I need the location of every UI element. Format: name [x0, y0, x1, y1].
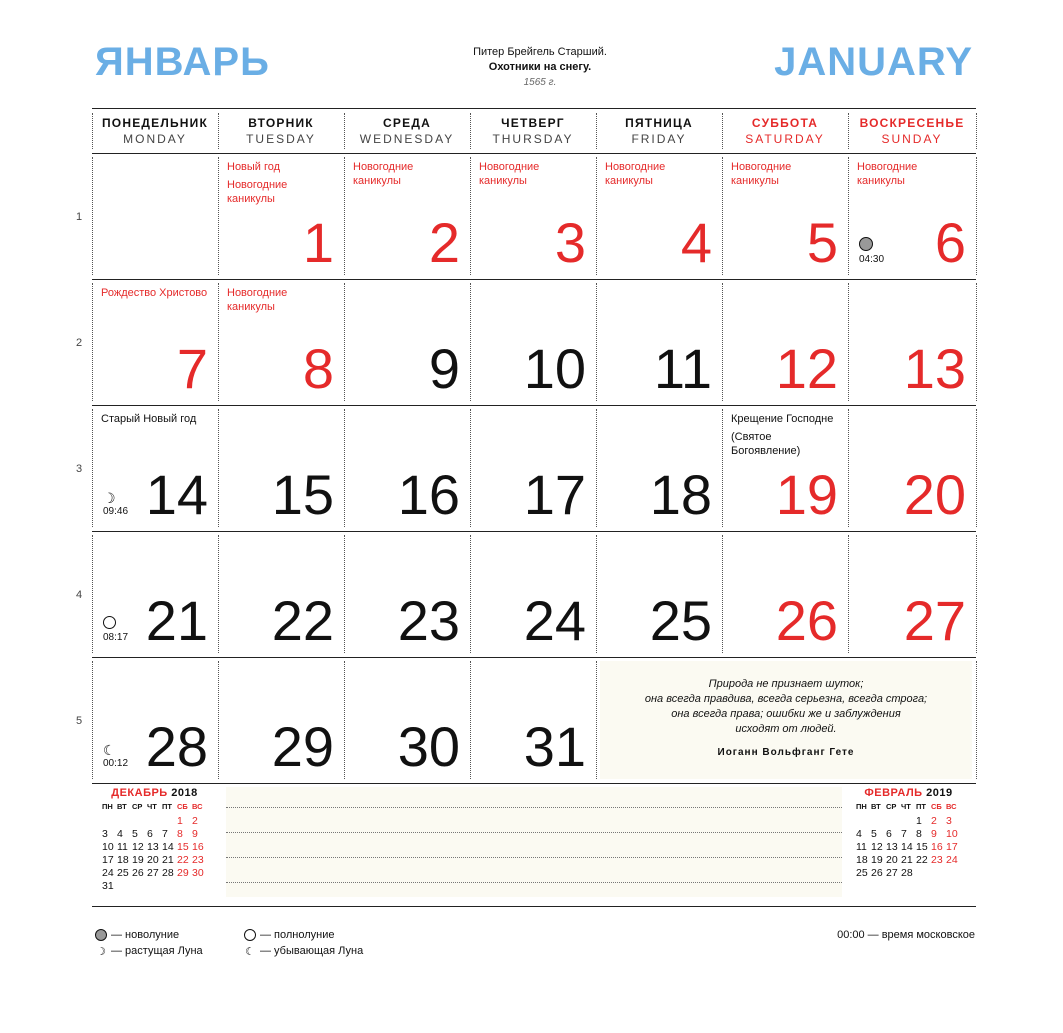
day-cell-23[interactable]	[344, 531, 470, 657]
day-cell-1[interactable]	[218, 153, 344, 279]
edge-divider	[976, 535, 977, 653]
day-header-6	[848, 109, 976, 153]
day-number: 12	[775, 337, 838, 400]
day-number: 22	[271, 589, 334, 652]
mini-day: 8	[916, 827, 922, 840]
painting-author: Питер Брейгель Старший.	[473, 46, 607, 58]
mini-day: 23	[192, 853, 204, 866]
day-cell-31[interactable]	[470, 657, 596, 783]
mini-weekday: ПТ	[916, 802, 926, 811]
day-number: 28	[145, 715, 208, 778]
day-number: 7	[176, 337, 208, 400]
holiday-note: (Святое Богоявление)	[731, 431, 801, 457]
day-notes	[101, 412, 211, 430]
waxing-moon-icon: ☽	[103, 490, 116, 506]
mini-day	[117, 879, 132, 892]
day-notes	[479, 160, 589, 192]
holiday-note: Новогодние каникулы	[605, 161, 666, 187]
day-name-ru: ПОНЕДЕЛЬНИК	[101, 116, 209, 130]
holiday-note: Новогодние каникулы	[857, 161, 918, 187]
day-number: 19	[775, 463, 838, 526]
notes-area[interactable]	[226, 787, 842, 897]
new-moon-icon	[95, 929, 107, 941]
day-number: 6	[934, 211, 966, 274]
mini-day: 20	[147, 853, 159, 866]
edge-divider	[976, 283, 977, 401]
day-cell-3[interactable]	[470, 153, 596, 279]
day-number: 17	[523, 463, 586, 526]
moon-time: 08:17	[103, 632, 129, 643]
mini-weekday: ВС	[946, 802, 957, 811]
day-number: 27	[903, 589, 966, 652]
day-name-en: THURSDAY	[492, 132, 574, 146]
quote-author: Иоганн Вольфганг Гете	[717, 747, 855, 758]
day-name-ru: СРЕДА	[383, 116, 431, 130]
mini-day: 16	[192, 840, 204, 853]
day-notes	[731, 412, 841, 462]
mini-day: 11	[856, 840, 867, 853]
day-cell-9[interactable]	[344, 279, 470, 405]
holiday-note: Новогодние каникулы	[731, 161, 792, 187]
day-cell-12[interactable]	[722, 279, 848, 405]
day-cell-16[interactable]	[344, 405, 470, 531]
mini-day	[102, 814, 117, 827]
waxing-moon-icon: ☽	[96, 945, 106, 958]
mini-day: 19	[871, 853, 883, 866]
mini-day: 11	[117, 840, 128, 853]
holiday-note: Новогодние каникулы	[227, 179, 288, 205]
mini-day: 25	[856, 866, 868, 879]
holiday-note: Новогодние каникулы	[479, 161, 540, 187]
mini-day: 30	[192, 866, 204, 879]
day-number: 9	[428, 337, 460, 400]
week-number: 3	[76, 463, 83, 475]
day-number: 3	[554, 211, 586, 274]
day-name-en: WEDNESDAY	[359, 132, 455, 146]
mini-day: 2	[192, 814, 198, 827]
edge-divider	[92, 113, 93, 149]
painting-caption	[420, 45, 660, 90]
moon-phase	[103, 616, 128, 643]
mini-day	[177, 879, 192, 892]
new-moon-icon	[859, 237, 873, 251]
row-divider	[92, 783, 976, 784]
notes-line	[226, 832, 842, 833]
legend-middle	[243, 927, 363, 959]
edge-divider	[976, 409, 977, 527]
mini-day: 27	[147, 866, 159, 879]
day-number: 1	[302, 211, 334, 274]
day-notes	[353, 160, 463, 192]
day-name-ru: ВОСКРЕСЕНЬЕ	[859, 116, 965, 130]
day-notes	[731, 160, 841, 192]
mini-day: 18	[856, 853, 868, 866]
edge-divider	[92, 157, 93, 275]
mini-day: 1	[916, 814, 922, 827]
week-number: 1	[76, 211, 83, 223]
legend-left	[94, 927, 203, 959]
day-number: 18	[649, 463, 712, 526]
mini-weekday: ВТ	[117, 802, 127, 811]
mini-day: 12	[132, 840, 144, 853]
quote-line: Природа не признает шуток;	[708, 678, 864, 690]
day-name-en: SATURDAY	[745, 132, 825, 146]
mini-weekday: СР	[132, 802, 143, 811]
waning-moon-icon: ☾	[245, 945, 255, 958]
day-header-0	[92, 109, 218, 153]
day-cell-17[interactable]	[470, 405, 596, 531]
day-name-ru: ВТОРНИК	[248, 116, 314, 130]
day-number: 13	[903, 337, 966, 400]
day-number: 2	[428, 211, 460, 274]
mini-day: 19	[132, 853, 144, 866]
column-divider	[596, 113, 597, 149]
mini-weekday: ПН	[856, 802, 867, 811]
mini-day: 26	[871, 866, 883, 879]
column-divider	[344, 113, 345, 149]
day-header-5	[722, 109, 848, 153]
day-notes	[101, 286, 211, 304]
mini-day	[162, 814, 177, 827]
legend-time	[837, 927, 975, 943]
mini-calendar-title	[856, 787, 961, 799]
mini-day	[886, 814, 901, 827]
mini-day: 10	[946, 827, 958, 840]
day-cell-8[interactable]	[218, 279, 344, 405]
mini-day: 2	[931, 814, 937, 827]
mini-day: 17	[946, 840, 958, 853]
moon-phase	[103, 742, 128, 769]
day-number: 24	[523, 589, 586, 652]
day-cell-21[interactable]	[92, 531, 218, 657]
mini-day: 24	[946, 853, 958, 866]
mini-day: 10	[102, 840, 114, 853]
moon-phase	[103, 490, 128, 517]
day-number: 20	[903, 463, 966, 526]
moon-time: 04:30	[859, 254, 885, 265]
mini-day: 6	[147, 827, 153, 840]
quote-block	[600, 661, 972, 779]
mini-weekday: СБ	[931, 802, 942, 811]
mini-weekday: СБ	[177, 802, 188, 811]
mini-weekday: ЧТ	[901, 802, 911, 811]
edge-divider	[976, 157, 977, 275]
day-cell-10[interactable]	[470, 279, 596, 405]
mini-day: 9	[192, 827, 198, 840]
mini-weekday: СР	[886, 802, 897, 811]
mini-day	[132, 879, 147, 892]
mini-day: 22	[916, 853, 928, 866]
day-header-1	[218, 109, 344, 153]
day-notes	[605, 160, 715, 192]
notes-line	[226, 857, 842, 858]
mini-weekday: ВС	[192, 802, 203, 811]
painting-year: 1565 г.	[523, 77, 557, 88]
mini-day: 1	[177, 814, 183, 827]
mini-day: 17	[102, 853, 114, 866]
mini-day: 28	[162, 866, 174, 879]
day-number: 26	[775, 589, 838, 652]
day-cell-13[interactable]	[848, 279, 976, 405]
mini-day: 4	[856, 827, 862, 840]
column-divider	[470, 113, 471, 149]
legend-full-moon: — полнолуние	[260, 929, 335, 941]
legend-waxing: — растущая Луна	[111, 945, 203, 957]
day-notes	[227, 286, 337, 318]
day-cell-4[interactable]	[596, 153, 722, 279]
full-moon-icon	[244, 929, 256, 941]
day-number: 15	[271, 463, 334, 526]
day-number: 21	[145, 589, 208, 652]
day-cell-28[interactable]	[92, 657, 218, 783]
notes-line	[226, 807, 842, 808]
mini-day	[856, 814, 871, 827]
mini-day: 3	[946, 814, 952, 827]
mini-day: 3	[102, 827, 108, 840]
mini-month-name: ДЕКАБРЬ	[111, 787, 168, 799]
day-number: 30	[397, 715, 460, 778]
holiday-note: Рождество Христово	[101, 287, 208, 299]
day-number: 10	[523, 337, 586, 400]
mini-day	[901, 814, 916, 827]
column-divider	[848, 113, 849, 149]
week-number: 2	[76, 337, 83, 349]
day-name-en: TUESDAY	[246, 132, 316, 146]
month-title-en: JANUARY	[774, 40, 973, 84]
mini-day	[916, 866, 931, 879]
mini-day	[132, 814, 147, 827]
holiday-note: Крещение Господне	[731, 413, 834, 425]
day-number: 4	[680, 211, 712, 274]
day-name-ru: СУББОТА	[751, 116, 819, 130]
day-cell-26[interactable]	[722, 531, 848, 657]
mini-month-name: ФЕВРАЛЬ	[864, 787, 923, 799]
mini-day	[871, 814, 886, 827]
legend-new-moon: — новолуние	[111, 929, 180, 941]
day-cell-15[interactable]	[218, 405, 344, 531]
mini-day	[931, 866, 946, 879]
week-number: 5	[76, 715, 83, 727]
mini-day: 20	[886, 853, 898, 866]
mini-weekday: ЧТ	[147, 802, 157, 811]
day-number: 11	[653, 337, 712, 400]
holiday-note: Новогодние каникулы	[227, 287, 288, 313]
mini-day: 26	[132, 866, 144, 879]
mini-day: 16	[931, 840, 943, 853]
column-divider	[596, 661, 597, 779]
mini-day: 18	[117, 853, 129, 866]
moon-phase	[859, 237, 884, 265]
month-title-ru: ЯНВАРЬ	[95, 40, 270, 84]
day-name-en: FRIDAY	[631, 132, 687, 146]
legend-waning: — убывающая Луна	[260, 945, 364, 957]
mini-day: 5	[871, 827, 877, 840]
mini-day: 15	[916, 840, 928, 853]
mini-weekday: ВТ	[871, 802, 881, 811]
holiday-note: Новый год	[227, 161, 281, 173]
day-name-ru: ПЯТНИЦА	[625, 116, 693, 130]
mini-day: 9	[931, 827, 937, 840]
day-number: 16	[397, 463, 460, 526]
mini-year: 2019	[926, 787, 953, 799]
mini-day: 25	[117, 866, 129, 879]
full-moon-icon	[103, 616, 116, 629]
mini-day: 7	[162, 827, 168, 840]
mini-day: 22	[177, 853, 189, 866]
mini-day: 31	[102, 879, 114, 892]
quote-content	[600, 661, 972, 760]
day-name-en: MONDAY	[123, 132, 187, 146]
day-header-2	[344, 109, 470, 153]
notes-line	[226, 882, 842, 883]
mini-day	[147, 814, 162, 827]
mini-day: 7	[901, 827, 907, 840]
mini-day	[147, 879, 162, 892]
day-number: 25	[649, 589, 712, 652]
day-number: 31	[523, 715, 586, 778]
mini-day	[117, 814, 132, 827]
day-cell-25[interactable]	[596, 531, 722, 657]
day-cell-14[interactable]	[92, 405, 218, 531]
mini-day: 5	[132, 827, 138, 840]
holiday-note: Старый Новый год	[101, 413, 197, 425]
mini-day: 21	[901, 853, 913, 866]
mini-weekday: ПН	[102, 802, 113, 811]
day-cell-20[interactable]	[848, 405, 976, 531]
waning-moon-icon: ☾	[103, 742, 116, 758]
day-cell-29[interactable]	[218, 657, 344, 783]
day-number: 29	[271, 715, 334, 778]
mini-day: 4	[117, 827, 123, 840]
day-name-en: SUNDAY	[881, 132, 943, 146]
week-number: 4	[76, 589, 83, 601]
mini-calendar-title	[102, 787, 207, 799]
edge-divider	[976, 113, 977, 149]
mini-day: 15	[177, 840, 189, 853]
day-header-4	[596, 109, 722, 153]
legend-time-note: 00:00 — время московское	[837, 929, 975, 941]
day-name-ru: ЧЕТВЕРГ	[501, 116, 565, 130]
mini-day: 14	[901, 840, 913, 853]
mini-day: 12	[871, 840, 883, 853]
day-cell-19[interactable]	[722, 405, 848, 531]
quote-line: она всегда правдива, всегда серьезна, всегда строга;	[644, 693, 928, 705]
mini-day: 24	[102, 866, 114, 879]
mini-day: 27	[886, 866, 898, 879]
column-divider	[722, 113, 723, 149]
day-number: 8	[302, 337, 334, 400]
day-cell-24[interactable]	[470, 531, 596, 657]
mini-calendar-december	[102, 787, 207, 892]
holiday-note: Новогодние каникулы	[353, 161, 414, 187]
day-number: 5	[806, 211, 838, 274]
day-cell-7[interactable]	[92, 279, 218, 405]
mini-day: 13	[147, 840, 159, 853]
day-cell-22[interactable]	[218, 531, 344, 657]
mini-day: 8	[177, 827, 183, 840]
moon-time: 09:46	[103, 506, 129, 517]
day-number: 23	[397, 589, 460, 652]
mini-calendar-february	[856, 787, 961, 879]
mini-day: 14	[162, 840, 174, 853]
mini-year: 2018	[171, 787, 198, 799]
quote-line: она всегда права; ошибки же и заблуждения	[671, 708, 901, 720]
mini-day: 13	[886, 840, 898, 853]
mini-weekday: ПТ	[162, 802, 172, 811]
mini-day: 6	[886, 827, 892, 840]
mini-day	[162, 879, 177, 892]
day-number: 14	[145, 463, 208, 526]
moon-time: 00:12	[103, 758, 129, 769]
column-divider	[218, 113, 219, 149]
painting-title: Охотники на снегу.	[488, 61, 592, 73]
day-cell-6[interactable]	[848, 153, 976, 279]
day-cell-27[interactable]	[848, 531, 976, 657]
day-cell-5[interactable]	[722, 153, 848, 279]
day-cell-30[interactable]	[344, 657, 470, 783]
mini-day: 29	[177, 866, 189, 879]
calendar-grid	[76, 108, 976, 907]
day-header-3	[470, 109, 596, 153]
mini-day	[192, 879, 207, 892]
day-cell-18[interactable]	[596, 405, 722, 531]
day-notes	[227, 160, 337, 210]
mini-day: 21	[162, 853, 174, 866]
edge-divider	[976, 661, 977, 779]
mini-day: 28	[901, 866, 913, 879]
quote-line: исходят от людей.	[735, 723, 837, 735]
day-notes	[857, 160, 967, 192]
mini-day	[946, 866, 961, 879]
day-cell-11[interactable]	[596, 279, 722, 405]
day-cell-2[interactable]	[344, 153, 470, 279]
mini-day: 23	[931, 853, 943, 866]
